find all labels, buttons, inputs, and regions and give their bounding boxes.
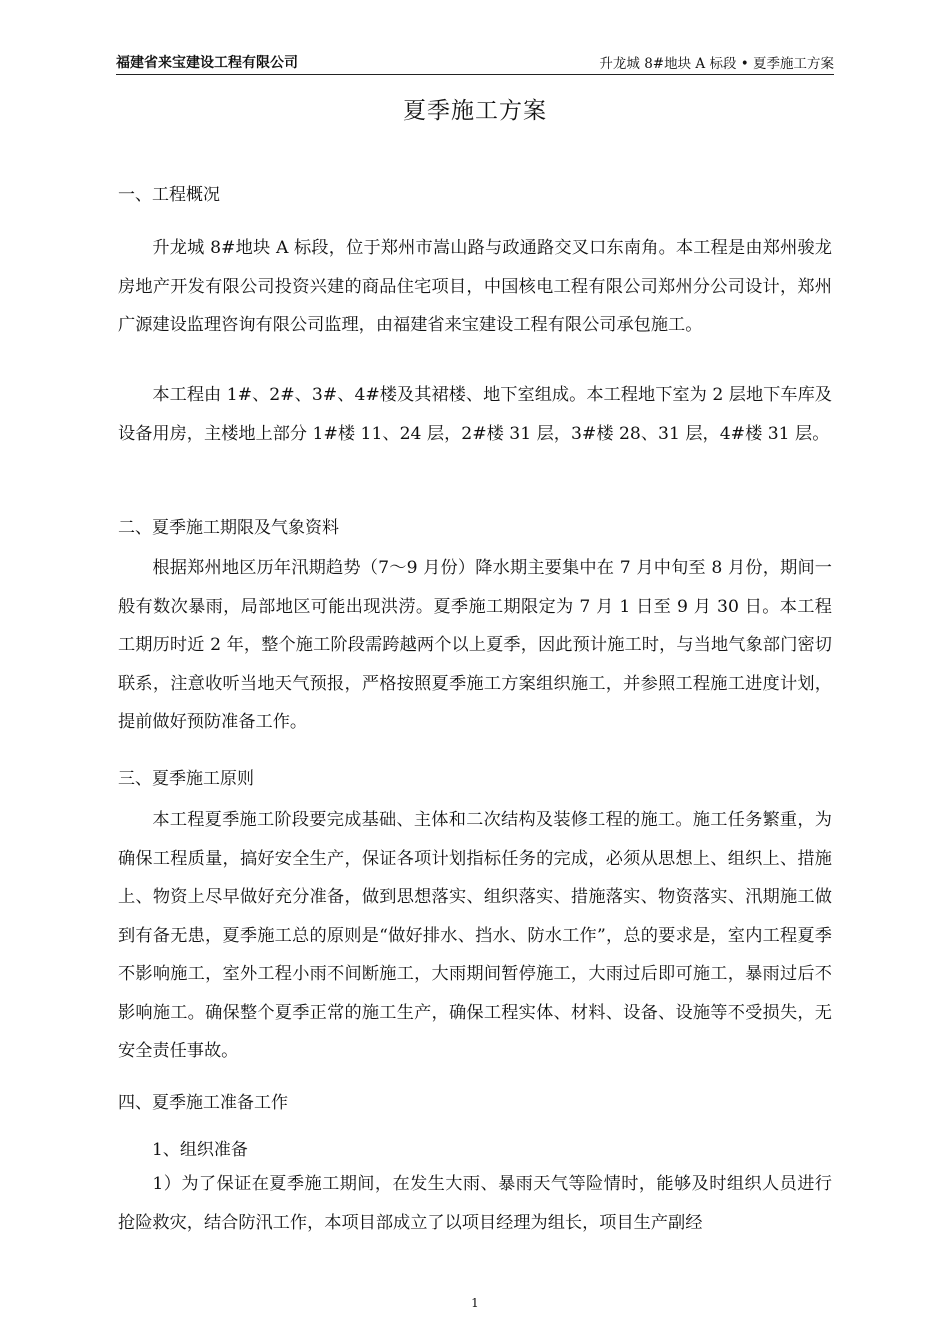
page-number: 1	[471, 1296, 479, 1310]
section-heading-3: 三、夏季施工原则	[118, 769, 254, 789]
section-heading-4: 四、夏季施工准备工作	[118, 1093, 288, 1113]
header-company: 福建省来宝建设工程有限公司	[116, 55, 298, 71]
section-4-paragraph-1: 1）为了保证在夏季施工期间，在发生大雨、暴雨天气等险情时，能够及时组织人员进行抢险救灾，结合防汛工作，本项目部成立了以项目经理为组长，项目生产副经	[118, 1174, 832, 1233]
section-3-paragraph-1: 本工程夏季施工阶段要完成基础、主体和二次结构及装修工程的施工。施工任务繁重，为确保工程质量，搞好安全生产，保证各项计划指标任务的完成，必须从思想上、组织上、措施上、物资上尽早做好充分准备，做到思想落实、组织落实、措施落实、物资落实、汛期施工做到有备无患，夏季施工总的原则是“做好排水、挡水、防水工作”，总的要求是，室内工程夏季不影响施工，室外工程小雨不间断施工，大雨期间暂停施工，大雨过后即可施工，暴雨过后不影响施工。确保整个夏季正常的施工生产，确保工程实体、材料、设备、设施等不受损失，无安全责任事故。	[118, 810, 832, 1061]
header-doc-ref: 升龙城 8#地块 A 标段 • 夏季施工方案	[599, 56, 834, 72]
page-header	[116, 50, 834, 75]
document-title: 夏季施工方案	[403, 98, 547, 124]
section-1-paragraph-1: 升龙城 8#地块 A 标段，位于郑州市嵩山路与政通路交叉口东南角。本工程是由郑州骏龙房地产开发有限公司投资兴建的商品住宅项目，中国核电工程有限公司郑州分公司设计，郑州广源建设监理咨询有限公司监理，由福建省来宝建设工程有限公司承包施工。	[118, 238, 832, 335]
section-heading-2: 二、夏季施工期限及气象资料	[118, 518, 339, 538]
section-2-paragraph-1: 根据郑州地区历年汛期趋势（7～9 月份）降水期主要集中在 7 月中旬至 8 月份，期间一般有数次暴雨，局部地区可能出现洪涝。夏季施工期限定为 7 月 1 日至 9 月 30 日。本工程工期历时近 2 年，整个施工阶段需跨越两个以上夏季，因此预计施工时，与当地气象部门密切联系，注意收听当地天气预报，严格按照夏季施工方案组织施工，并参照工程施工进度计划，提前做好预防准备工作。	[118, 558, 832, 732]
subsection-heading-1: 1、组织准备	[152, 1140, 248, 1160]
section-1-paragraph-2: 本工程由 1#、2#、3#、4#楼及其裙楼、地下室组成。本工程地下室为 2 层地下车库及设备用房，主楼地上部分 1#楼 11、24 层，2#楼 31 层，3#楼 28、31 层，4#楼 31 层。	[118, 385, 832, 444]
section-heading-1: 一、工程概况	[118, 185, 220, 205]
